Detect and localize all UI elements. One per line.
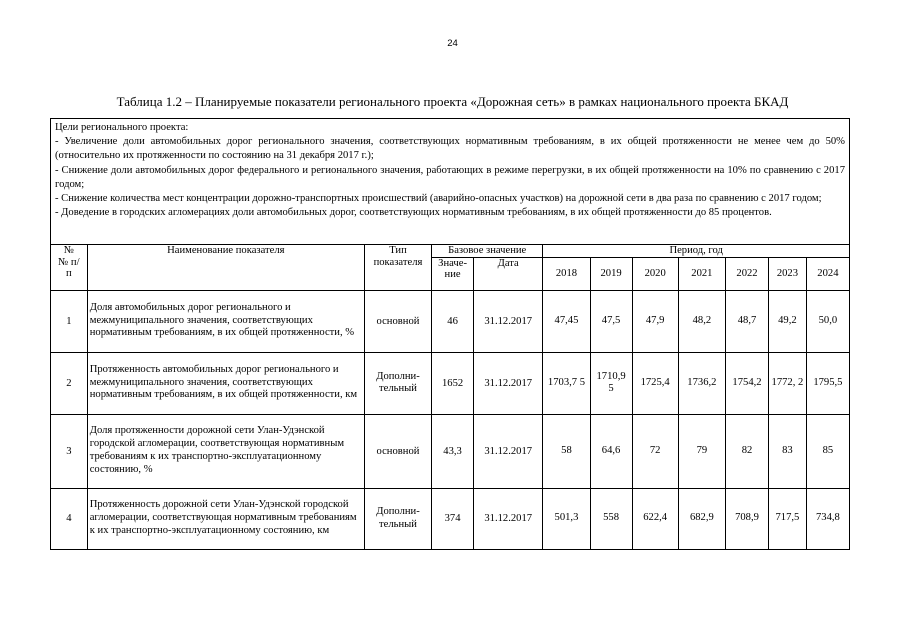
table-title: Таблица 1.2 – Планируемые показатели регионального проекта «Дорожная сеть» в рамках национального проекта БКАД: [116, 94, 789, 109]
project-goals-box: [50, 118, 850, 245]
goals-heading: Цели регионального проекта:: [55, 122, 189, 133]
year-value: 1736,2: [678, 352, 725, 414]
year-value: 717,5: [769, 488, 807, 549]
table-row: [51, 414, 850, 488]
year-value: 82: [725, 414, 768, 488]
header-base-date: Дата: [474, 257, 543, 290]
row-number: 2: [51, 352, 88, 414]
year-value: 1710,9 5: [590, 352, 632, 414]
base-date: 31.12.2017: [474, 414, 543, 488]
header-base-value: Базовое значение: [432, 245, 543, 258]
header-year: 2022: [725, 257, 768, 290]
base-date: 31.12.2017: [474, 290, 543, 352]
goal-item: - Увеличение доли автомобильных дорог регионального значения, соответствующих нормативным требованиям, в их общей протяженности не менее чем до 50% (относительно их протяженности по состоянию на 31 декабря 2017 г.);: [55, 136, 845, 162]
indicator-type: Дополни-тельный: [364, 488, 431, 549]
row-number: 1: [51, 290, 88, 352]
year-value: 64,6: [590, 414, 632, 488]
base-value: 1652: [432, 352, 474, 414]
base-value: 46: [432, 290, 474, 352]
year-value: 734,8: [806, 488, 849, 549]
year-value: 48,7: [725, 290, 768, 352]
year-value: 85: [806, 414, 849, 488]
goal-item: - Доведение в городских агломерациях доли автомобильных дорог, соответствующих нормативным требованиям, в их общей протяженности до 85 процентов.: [55, 207, 772, 219]
year-value: 83: [769, 414, 807, 488]
header-year: 2020: [632, 257, 678, 290]
year-value: 558: [590, 488, 632, 549]
year-value: 48,2: [678, 290, 725, 352]
header-period: Период, год: [543, 245, 850, 258]
header-base-value-number: Значе-ние: [432, 257, 474, 290]
table-row: [51, 290, 850, 352]
header-year: 2024: [806, 257, 849, 290]
year-value: 708,9: [725, 488, 768, 549]
header-indicator-type: Тип показателя: [364, 245, 431, 291]
header-indicator-name: Наименование показателя: [87, 245, 364, 291]
indicators-table: [50, 244, 850, 550]
year-value: 1754,2: [725, 352, 768, 414]
year-value: 47,45: [543, 290, 590, 352]
year-value: 501,3: [543, 488, 590, 549]
table-row: [51, 488, 850, 549]
base-value: 43,3: [432, 414, 474, 488]
year-value: 47,9: [632, 290, 678, 352]
year-value: 1772, 2: [769, 352, 807, 414]
indicator-type: основной: [364, 414, 431, 488]
base-date: 31.12.2017: [474, 488, 543, 549]
header-number: № № п/п: [51, 245, 88, 291]
indicator-name: Доля автомобильных дорог регионального и межмуниципального значения, соответствующих нормативным требованиям, в их общей протяженности, %: [87, 290, 364, 352]
year-value: 622,4: [632, 488, 678, 549]
indicator-type: основной: [364, 290, 431, 352]
goal-item: - Снижение количества мест концентрации дорожно-транспортных происшествий (аварийно-опасных участков) на дорожной сети в два раза по сравнению с 2017 годом;: [55, 193, 822, 205]
year-value: 58: [543, 414, 590, 488]
row-number: 3: [51, 414, 88, 488]
table-row: [51, 352, 850, 414]
indicator-name: Доля протяженности дорожной сети Улан-Удэнской городской агломерации, соответствующая нормативным требованиям к их транспортно-эксплуатационному состоянию, %: [87, 414, 364, 488]
header-year: 2019: [590, 257, 632, 290]
indicator-name: Протяженность автомобильных дорог регионального и межмуниципального значения, соответствующих нормативным требованиям, в их общей протяженности, км: [87, 352, 364, 414]
year-value: 47,5: [590, 290, 632, 352]
year-value: 682,9: [678, 488, 725, 549]
row-number: 4: [51, 488, 88, 549]
indicator-name: Протяженность дорожной сети Улан-Удэнской городской агломерации, соответствующая нормативным требованиям к их транспортно-эксплуатационному состоянию, км: [87, 488, 364, 549]
base-value: 374: [432, 488, 474, 549]
year-value: 1703,7 5: [543, 352, 590, 414]
indicator-type: Дополни-тельный: [364, 352, 431, 414]
header-year: 2018: [543, 257, 590, 290]
year-value: 50,0: [806, 290, 849, 352]
year-value: 79: [678, 414, 725, 488]
year-value: 1725,4: [632, 352, 678, 414]
year-value: 49,2: [769, 290, 807, 352]
header-year: 2021: [678, 257, 725, 290]
base-date: 31.12.2017: [474, 352, 543, 414]
header-year: 2023: [769, 257, 807, 290]
year-value: 72: [632, 414, 678, 488]
year-value: 1795,5: [806, 352, 849, 414]
page-number: 24: [447, 38, 458, 49]
goal-item: - Снижение доли автомобильных дорог федерального и регионального значения, работающих в режиме перегрузки, в их общей протяженности на 10% по сравнению с 2017 годом;: [55, 164, 845, 190]
